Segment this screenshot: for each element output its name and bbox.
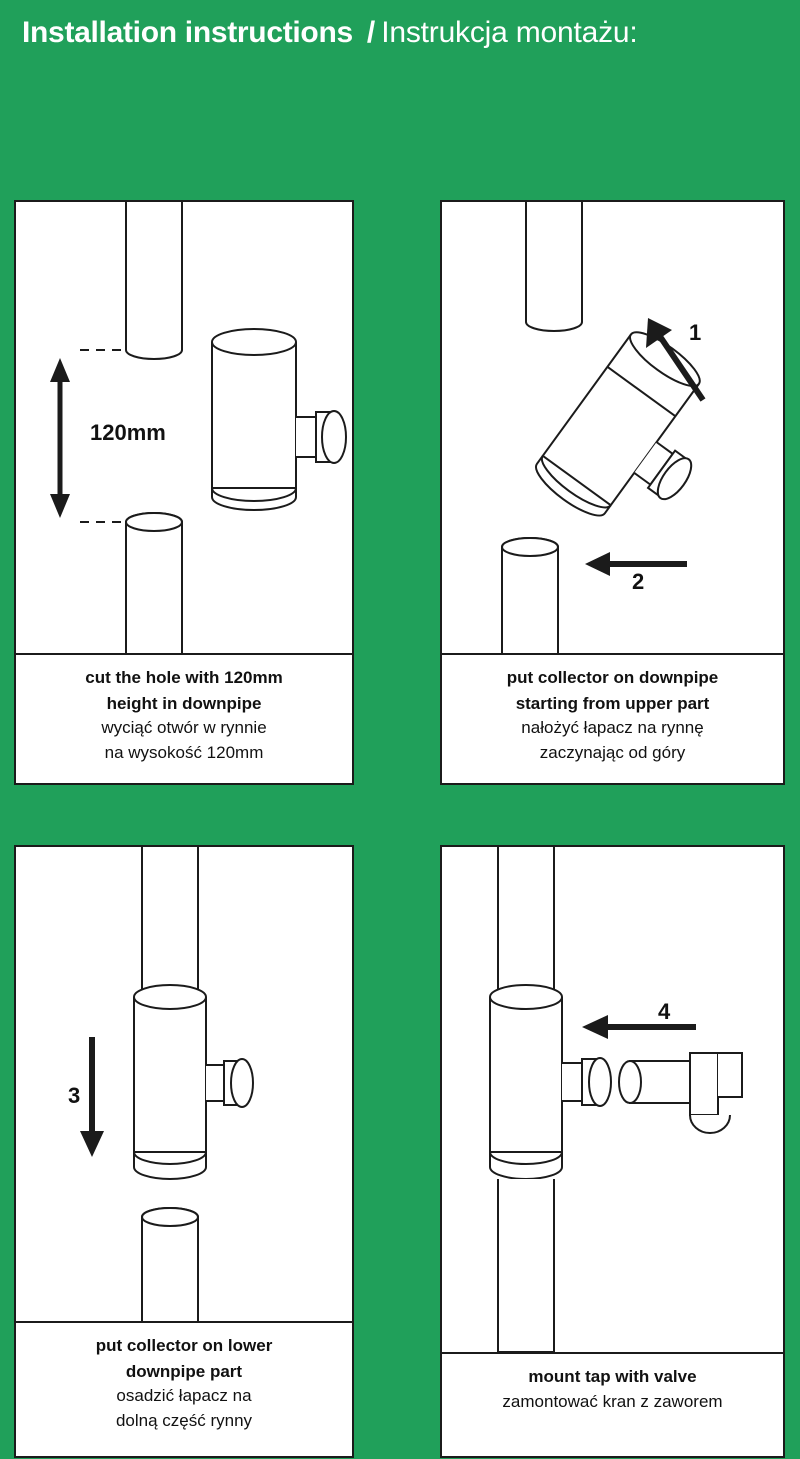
step-1-caption: [16, 653, 352, 783]
title-separator: /: [366, 16, 376, 49]
step-2-drawing: [442, 202, 783, 654]
dimension-label-120mm: 120mm: [90, 420, 166, 445]
step-3-arrow-label-3: 3: [68, 1083, 81, 1108]
step-2-caption-pl-line1: nałożyć łapacz na rynnę: [521, 718, 704, 737]
step-1-caption-pl-line2: na wysokość 120mm: [104, 742, 264, 762]
step-2-arrow-label-1: 1: [689, 320, 702, 345]
step-3-caption-en-line2: downpipe part: [125, 1361, 243, 1381]
instruction-step-4: [440, 845, 785, 1458]
page-title-en: Installation instructions: [22, 16, 353, 49]
page-title-pl: Instrukcja montażu:: [381, 16, 638, 49]
page-header: [0, 0, 800, 66]
step-3-caption-pl-line2: dolną część rynny: [115, 1410, 253, 1430]
step-2-caption-en-line2: starting from upper part: [515, 693, 710, 713]
step-3-caption-en-line1: put collector on lower: [95, 1336, 273, 1355]
step-2-caption: [442, 653, 783, 783]
step-4-caption: [442, 1352, 783, 1456]
step-1-caption-pl-line1: wyciąć otwór w rynnie: [101, 718, 267, 737]
step-4-caption-en-line1: mount tap with valve: [528, 1367, 697, 1386]
step-4-drawing: [442, 847, 783, 1352]
step-2-caption-pl-line2: zaczynając od góry: [539, 742, 686, 762]
step-1-caption-en-line2: height in downpipe: [106, 693, 262, 713]
step-2-caption-en-line1: put collector on downpipe: [506, 668, 719, 687]
step-2-arrow-label-2: 2: [632, 569, 645, 594]
step-4-caption-pl-line1: zamontować kran z zaworem: [502, 1391, 723, 1411]
instruction-step-2: [440, 200, 785, 785]
step-3-caption-pl-line1: osadzić łapacz na: [116, 1386, 252, 1405]
step-3-caption: [16, 1321, 352, 1456]
step-3-drawing: [16, 847, 352, 1322]
step-4-arrow-label-4: 4: [658, 999, 671, 1024]
instruction-step-1: [14, 200, 354, 785]
step-1-caption-en-line1: cut the hole with 120mm: [85, 668, 283, 687]
instruction-step-3: [14, 845, 354, 1458]
step-1-drawing: [16, 202, 352, 654]
